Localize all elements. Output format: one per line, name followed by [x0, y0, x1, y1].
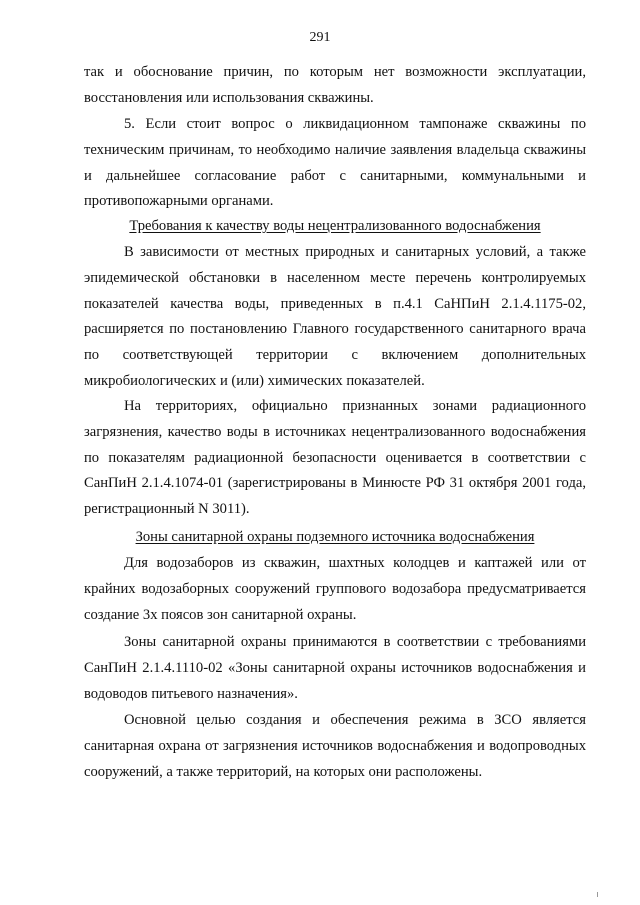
section-heading-sanitary-zones: Зоны санитарной охраны подземного источника водоснабжения — [135, 529, 535, 545]
section-heading-water-quality: Требования к качеству воды нецентрализованного водоснабжения — [129, 218, 541, 234]
paragraph-item-5 — [84, 112, 586, 215]
paragraph-text: Основной целью создания и обеспечения режима в ЗСО является санитарная охрана от загрязнения источников водоснабжения и водопроводных сооружений, а также территорий, на которых они расположены. — [84, 712, 586, 780]
paragraph-zones-requirements — [84, 630, 586, 707]
paragraph-radiation — [84, 394, 586, 523]
scan-mark — [597, 892, 598, 897]
paragraph-text: Для водозаборов из скважин, шахтных колодцев и каптажей или от крайних водозаборных сооружений группового водозабора предусматривается создание 3х поясов зон санитарной охраны. — [84, 555, 586, 623]
paragraph-text: так и обоснование причин, по которым нет возможности эксплуатации, восстановления или использования скважины. — [84, 64, 586, 106]
paragraph-text: В зависимости от местных природных и санитарных условий, а также эпидемической обстановки в населенном месте перечень контролируемых показателей качества воды, приведенных в п.4.1 СаНПиН 2.1.4.1175-02, расширяется по постановлению Главного государственного санитарного врача по соответствующей территории с включением дополнительных микробиологических и (или) химических показателей. — [84, 244, 586, 389]
paragraph-main-goal — [84, 708, 586, 785]
paragraph-water-intakes — [84, 551, 586, 628]
paragraph-text: 5. Если стоит вопрос о ликвидационном тампонаже скважины по техническим причинам, то необходимо наличие заявления владельца скважины и дальнейшее согласование работ с санитарными, коммунальными и противопожарными органами. — [84, 116, 586, 210]
paragraph-text: Зоны санитарной охраны принимаются в соответствии с требованиями СанПиН 2.1.4.1110-02 «Зоны санитарной охраны источников водоснабжения и водоводов питьевого назначения». — [84, 634, 586, 702]
paragraph-text: На территориях, официально признанных зонами радиационного загрязнения, качество воды в источниках нецентрализованного водоснабжения по показателям радиационной безопасности оценивается в соответствии с СанПиН 2.1.4.1074-01 (зарегистрированы в Минюсте РФ 31 октября 2001 года, регистрационный N 3011). — [84, 398, 586, 518]
paragraph-water-quality — [84, 240, 586, 395]
page-number: 291 — [309, 30, 331, 45]
paragraph-continuation — [84, 60, 586, 112]
